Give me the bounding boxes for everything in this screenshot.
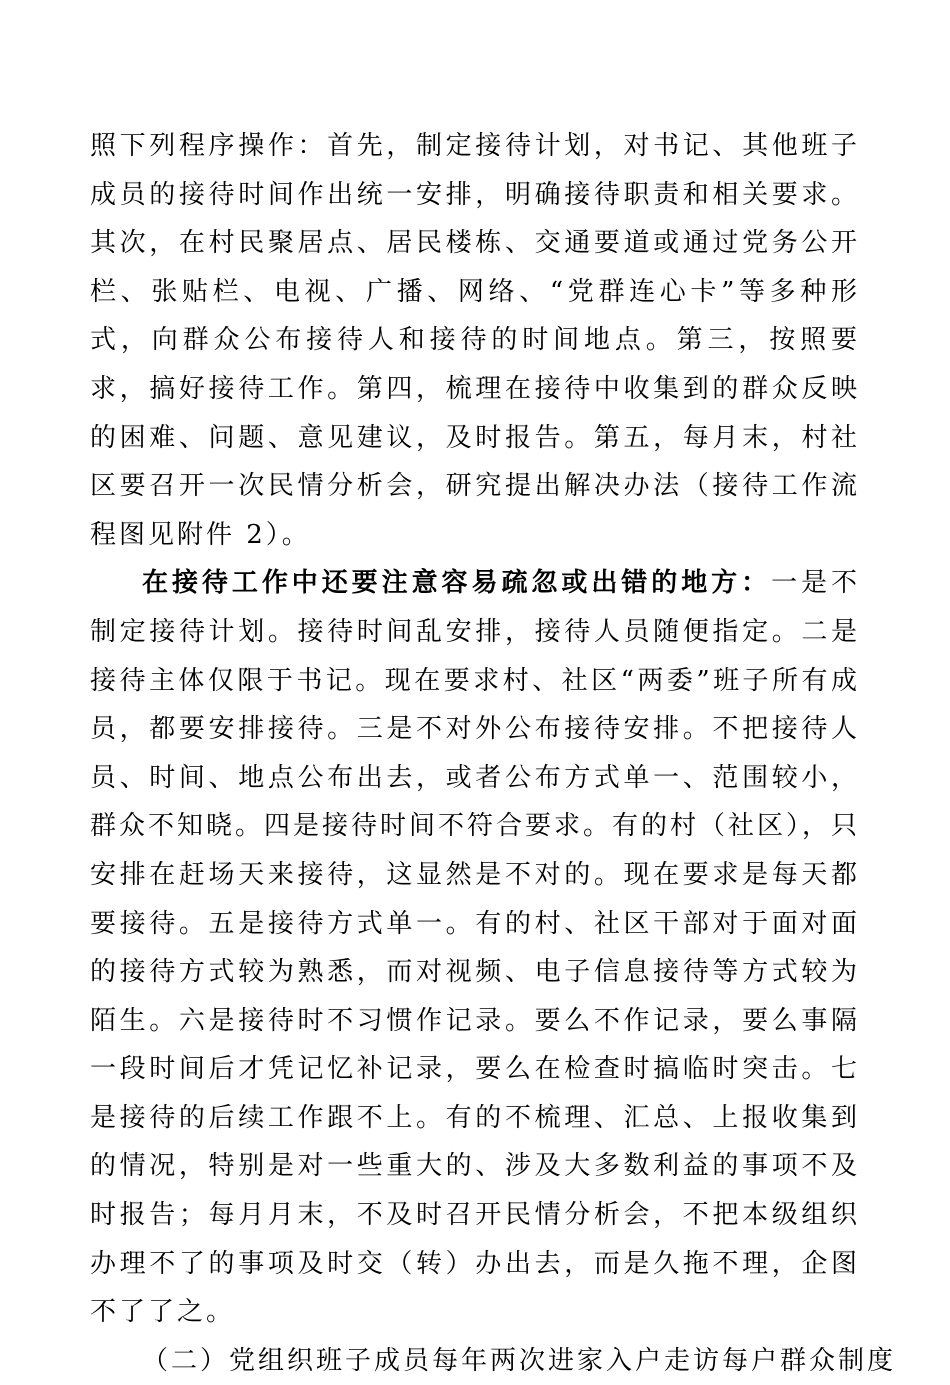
document-page	[90, 122, 897, 1385]
paragraph-common-mistakes	[90, 559, 860, 1337]
paragraph-body: 一是不制定接待计划。接待时间乱安排，接待人员随便指定。二是接待主体仅限于书记。现在要求村、社区“两委”班子所有成员，都要安排接待。三是不对外公布接待安排。不把接待人员、时间、地点公布出去，或者公布方式单一、范围较小，群众不知晓。四是接待时间不符合要求。有的村（社区），只安排在赶场天来接待，这显然是不对的。现在要求是每天都要接待。五是接待方式单一。有的村、社区干部对于面对面的接待方式较为熟悉，而对视频、电子信息接待等方式较为陌生。六是接待时不习惯作记录。要么不作记录，要么事隔一段时间后才凭记忆补记录，要么在检查时搞临时突击。七是接待的后续工作跟不上。有的不梳理、汇总、上报收集到的情况，特别是对一些重大的、涉及大多数利益的事项不及时报告；每月月末，不及时召开民情分析会，不把本级组织办理不了的事项及时交（转）办出去，而是久拖不理，企图不了了之。	[90, 568, 861, 1328]
section-heading: （二）党组织班子成员每年两次进家入户走访每户群众制度	[142, 1345, 897, 1376]
paragraph-procedure: 照下列程序操作：首先，制定接待计划，对书记、其他班子成员的接待时间作出统一安排，明确接待职责和相关要求。其次，在村民聚居点、居民楼栋、交通要道或通过党务公开栏、张贴栏、电视、广播、网络、“党群连心卡”等多种形式，向群众公布接待人和接待的时间地点。第三，按照要求，搞好接待工作。第四，梳理在接待中收集到的群众反映的困难、问题、意见建议，及时报告。第五，每月末，村社区要召开一次民情分析会，研究提出解决办法（接待工作流程图见附件 2）。	[90, 131, 860, 550]
paragraph-lead: 在接待工作中还要注意容易疏忽或出错的地方：	[142, 568, 772, 599]
